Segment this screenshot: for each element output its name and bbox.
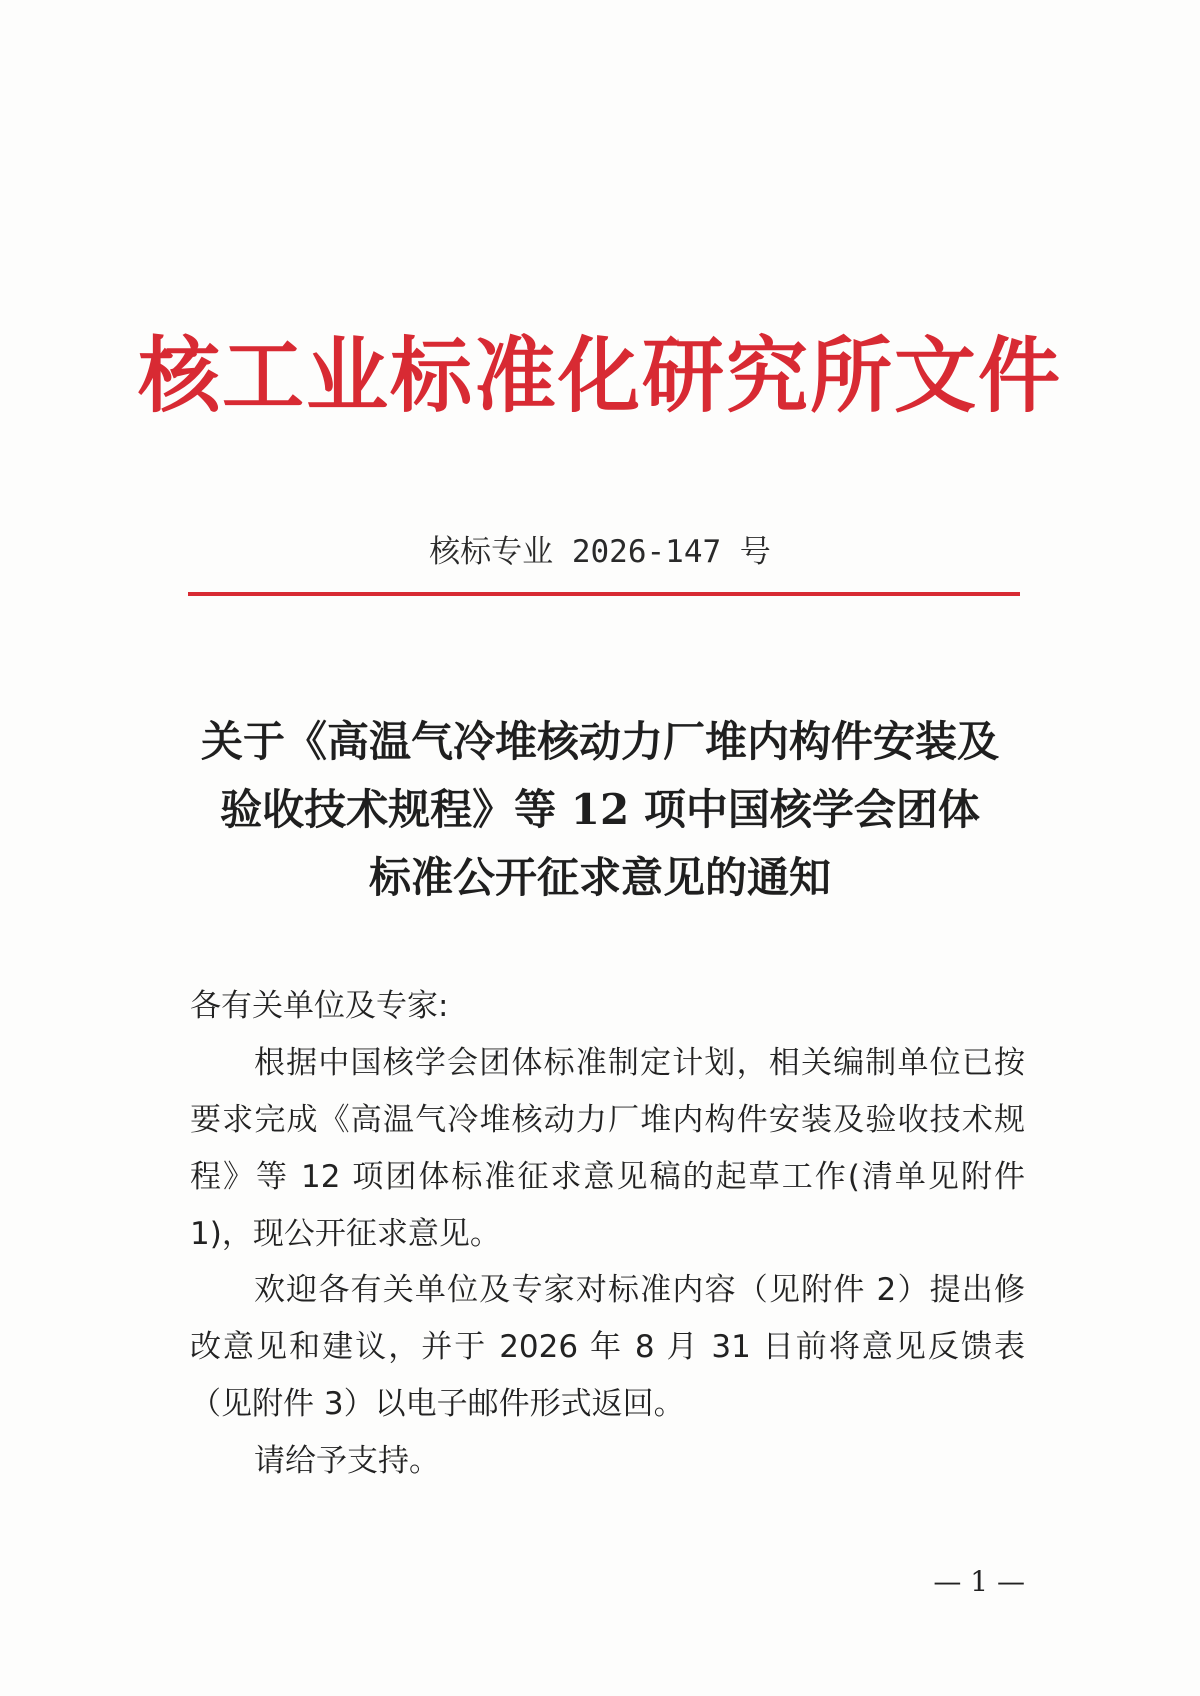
notice-title-line-2: 验收技术规程》等 12 项中国核学会团体 xyxy=(220,785,980,834)
red-divider-line xyxy=(188,592,1020,596)
body-paragraph-2: 欢迎各有关单位及专家对标准内容（见附件 2）提出修改意见和建议，并于 2026 年 8 月 31 日前将意见反馈表（见附件 3）以电子邮件形式返回。 xyxy=(190,1272,1025,1422)
body-paragraph-3: 请给予支持。 xyxy=(254,1443,440,1479)
document-number: 核标专业 2026-147 号 xyxy=(429,534,771,570)
notice-title-line-3: 标准公开征求意见的通知 xyxy=(368,853,831,902)
page-number: — 1 — xyxy=(933,1565,1025,1598)
notice-title-line-1: 关于《高温气冷堆核动力厂堆内构件安装及 xyxy=(200,717,999,766)
notice-title xyxy=(160,708,1040,912)
salutation: 各有关单位及专家: xyxy=(190,988,449,1024)
document-header-title: 核工业标准化研究所文件 xyxy=(137,328,1062,424)
body-paragraph-1: 根据中国核学会团体标准制定计划，相关编制单位已按要求完成《高温气冷堆核动力厂堆内构件安装及验收技术规程》等 12 项团体标准征求意见稿的起草工作(清单见附件 1)，现公开征求意见。 xyxy=(190,1045,1025,1252)
